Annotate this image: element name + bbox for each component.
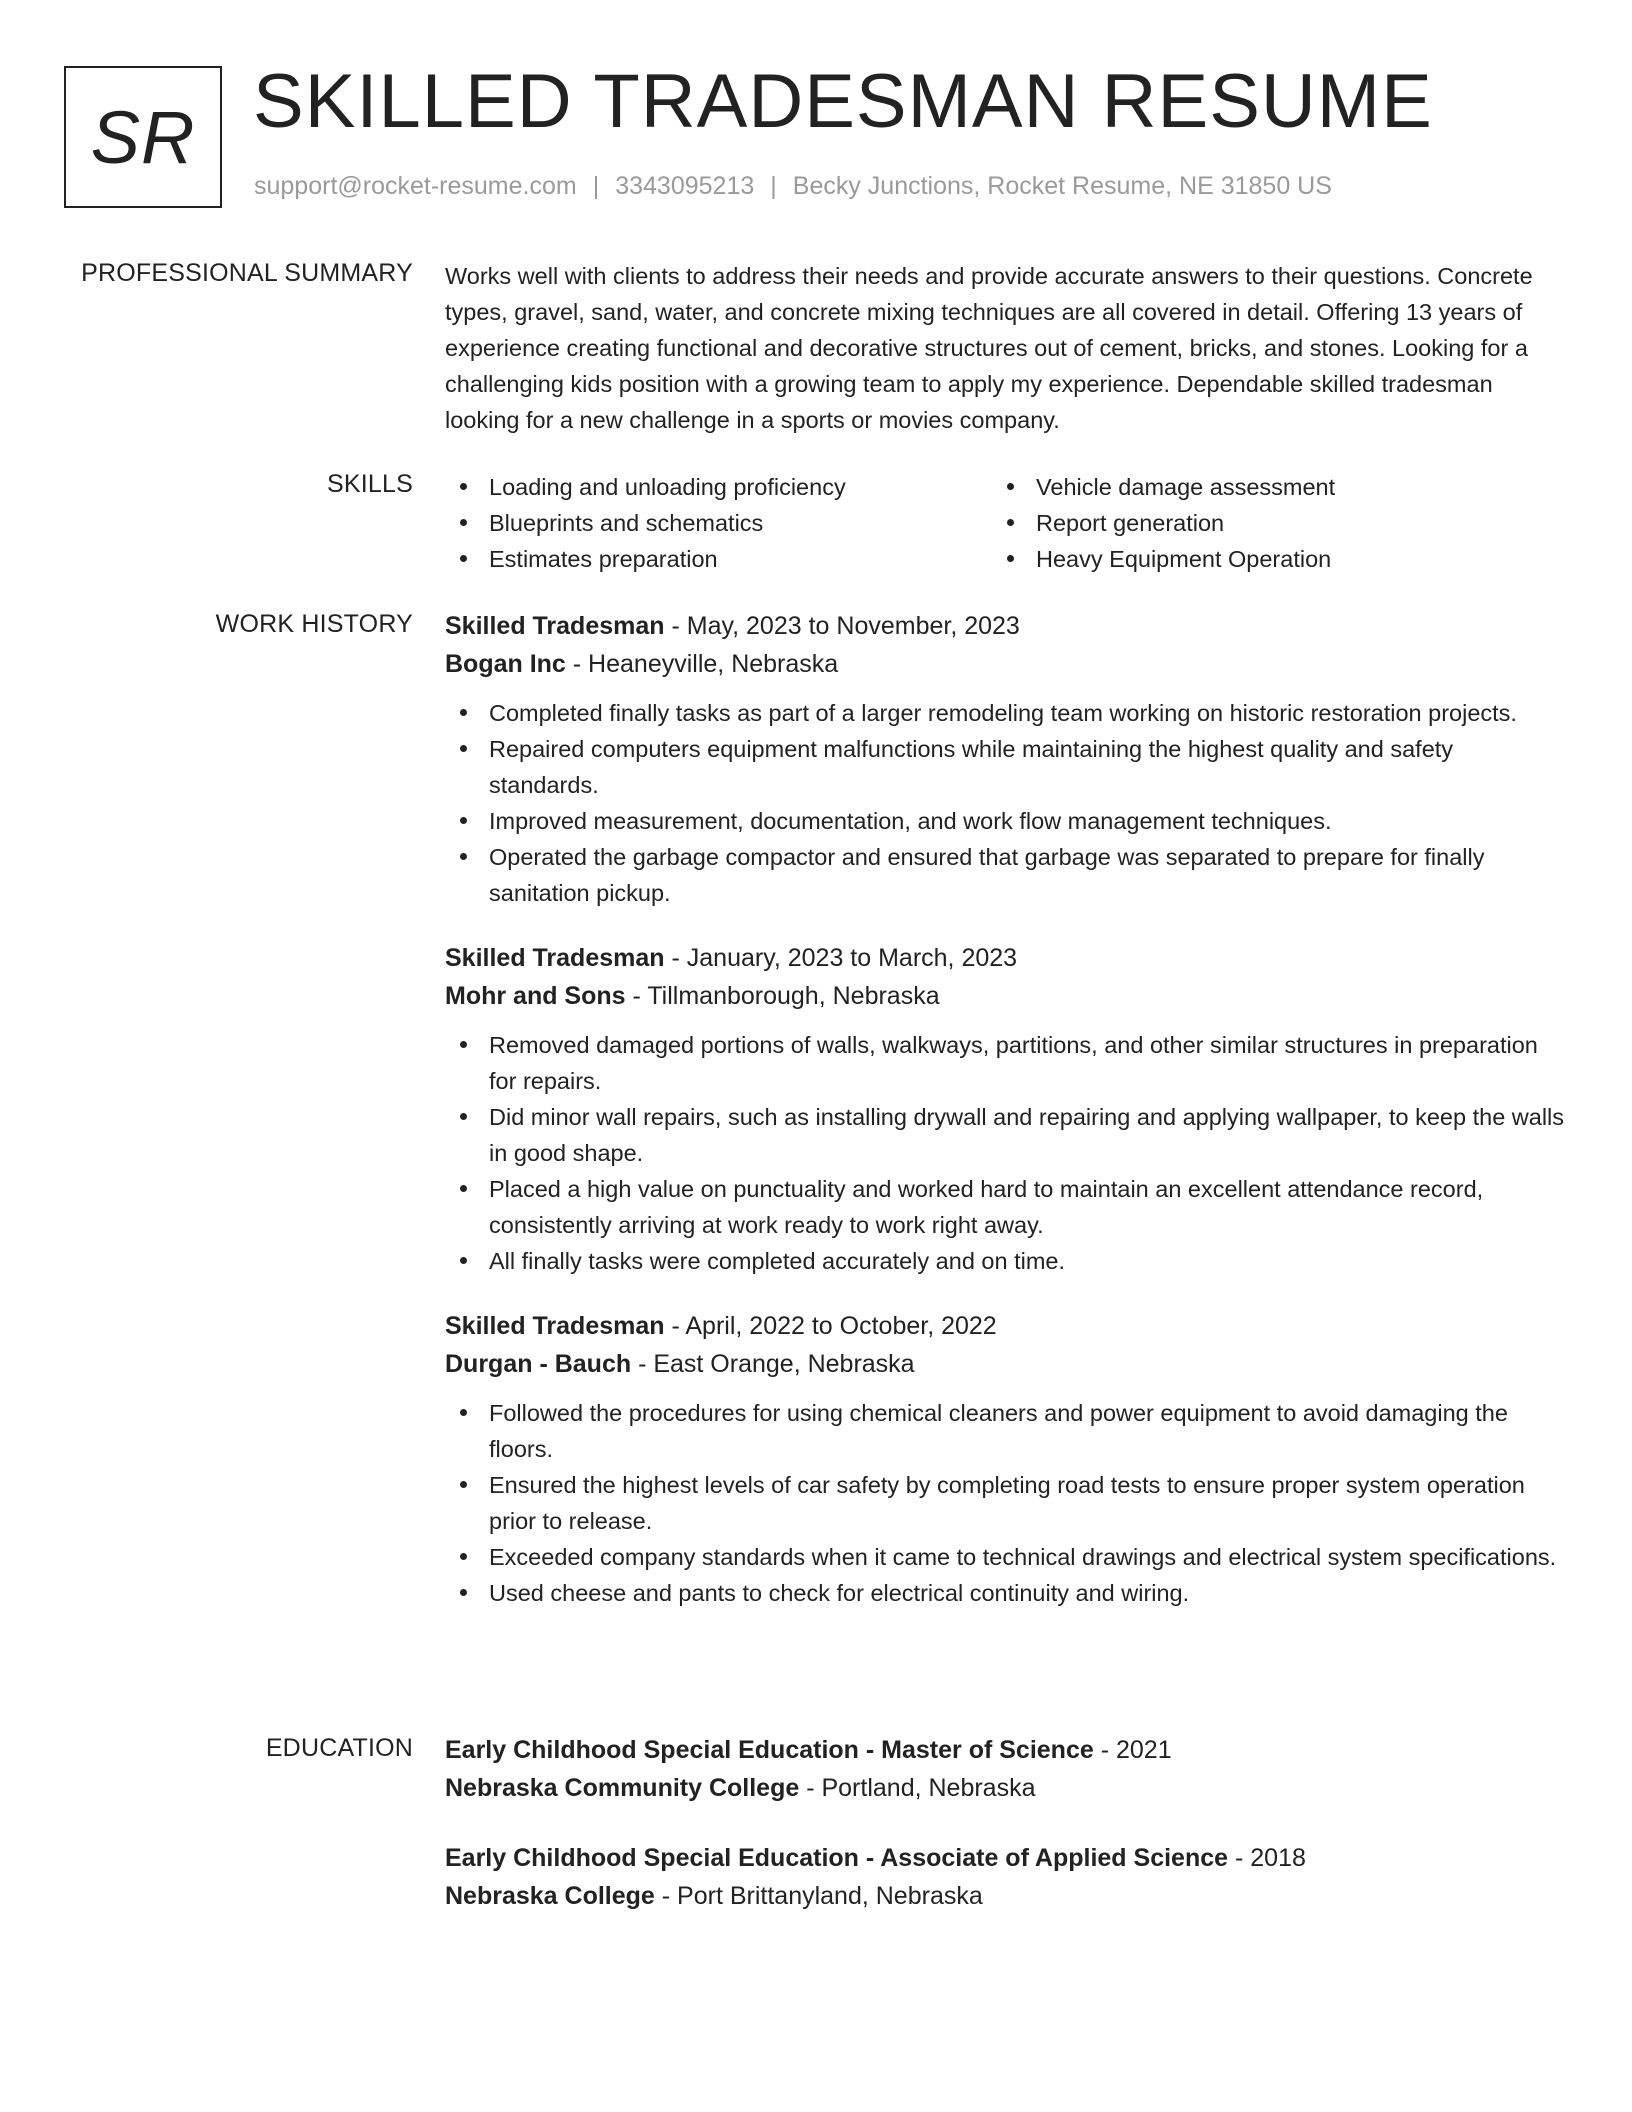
skill-item: Loading and unloading proficiency [445, 469, 992, 505]
education-school: Nebraska Community College [445, 1774, 800, 1802]
skills-column-right [992, 469, 1539, 577]
job-bullet: Removed damaged portions of walls, walkways, partitions, and other similar structures in preparation for repairs. [445, 1027, 1565, 1099]
contact-separator: | [770, 172, 777, 200]
job-title-line [445, 607, 1565, 645]
job-bullet: Operated the garbage compactor and ensured that garbage was separated to prepare for finally sanitation pickup. [445, 839, 1565, 911]
work-history-body [445, 607, 1565, 1639]
job-bullet: Improved measurement, documentation, and work flow management techniques. [445, 803, 1565, 839]
job-company-line [445, 645, 1565, 683]
skills-grid [445, 469, 1565, 577]
education-body [445, 1731, 1565, 1947]
job-bullet: Completed finally tasks as part of a larger remodeling team working on historic restoration projects. [445, 695, 1565, 731]
skill-item: Heavy Equipment Operation [992, 541, 1539, 577]
job-dates: - January, 2023 to March, 2023 [664, 944, 1018, 972]
education-school-line [445, 1769, 1565, 1807]
education-school: Nebraska College [445, 1882, 655, 1910]
summary-text: Works well with clients to address their needs and provide accurate answers to their questions. Concrete types, gravel, sand, water, and concrete mixing techniques are all covered in detail. Offering 13 years of experience creating functional and decorative structures out of cement, bricks, and stones. Looking for a challenging kids position with a growing team to apply my experience. Dependable skilled tradesman looking for a new challenge in a sports or movies company. [445, 263, 1533, 433]
job-dates: - April, 2022 to October, 2022 [664, 1312, 997, 1340]
education-year: - 2021 [1093, 1736, 1172, 1764]
skill-item: Vehicle damage assessment [992, 469, 1539, 505]
education-location: - Portland, Nebraska [799, 1774, 1036, 1802]
education-degree-line [445, 1731, 1565, 1769]
job-company-line [445, 977, 1565, 1015]
job-title: Skilled Tradesman [445, 612, 665, 640]
job-title-line [445, 939, 1565, 977]
job-title: Skilled Tradesman [445, 1312, 665, 1340]
education-school-line [445, 1877, 1565, 1915]
job-bullets [445, 695, 1565, 911]
education-degree-line [445, 1839, 1565, 1877]
education-entry [445, 1839, 1565, 1915]
job-location: - Heaneyville, Nebraska [565, 650, 839, 678]
contact-address: Becky Junctions, Rocket Resume, NE 31850 US [792, 172, 1332, 200]
skill-item: Blueprints and schematics [445, 505, 992, 541]
job-bullet: Placed a high value on punctuality and worked hard to maintain an excellent attendance record, consistently arriving at work ready to work right away. [445, 1171, 1565, 1243]
job-entry [445, 939, 1565, 1279]
job-location: - Tillmanborough, Nebraska [625, 982, 940, 1010]
job-bullet: All finally tasks were completed accurately and on time. [445, 1243, 1565, 1279]
job-entry [445, 607, 1565, 911]
education-label: EDUCATION [265, 1734, 413, 1762]
job-company: Bogan Inc [445, 650, 566, 678]
job-company-line [445, 1345, 1565, 1383]
job-bullet: Ensured the highest levels of car safety by completing road tests to ensure proper system operation prior to release. [445, 1467, 1565, 1539]
resume-title: SKILLED TRADESMAN RESUME [253, 59, 1433, 144]
job-title-line [445, 1307, 1565, 1345]
skill-item: Estimates preparation [445, 541, 992, 577]
job-dates: - May, 2023 to November, 2023 [664, 612, 1020, 640]
job-bullets [445, 1027, 1565, 1279]
job-bullets [445, 1395, 1565, 1611]
contact-email: support@rocket-resume.com [254, 172, 577, 200]
job-bullet: Followed the procedures for using chemical cleaners and power equipment to avoid damaging the floors. [445, 1395, 1565, 1467]
monogram-logo: SR [64, 66, 222, 208]
job-bullet: Used cheese and pants to check for electrical continuity and wiring. [445, 1575, 1565, 1611]
job-location: - East Orange, Nebraska [631, 1350, 915, 1378]
job-bullet: Repaired computers equipment malfunctions while maintaining the highest quality and safety standards. [445, 731, 1565, 803]
job-company: Mohr and Sons [445, 982, 626, 1010]
summary-body [445, 258, 1565, 438]
skill-item: Report generation [992, 505, 1539, 541]
job-bullet: Did minor wall repairs, such as installing drywall and repairing and applying wallpaper, to keep the walls in good shape. [445, 1099, 1565, 1171]
education-degree: Early Childhood Special Education - Master of Science [445, 1736, 1094, 1764]
work-history-label: WORK HISTORY [215, 610, 413, 638]
skills-label: SKILLS [327, 470, 413, 498]
contact-separator: | [592, 172, 600, 200]
education-year: - 2018 [1228, 1844, 1306, 1872]
job-company: Durgan - Bauch [445, 1350, 632, 1378]
education-location: - Port Brittanyland, Nebraska [654, 1882, 983, 1910]
contact-line [254, 172, 1332, 201]
education-degree: Early Childhood Special Education - Associate of Applied Science [445, 1844, 1229, 1872]
education-entry [445, 1731, 1565, 1807]
contact-phone: 3343095213 [615, 172, 755, 200]
summary-label: PROFESSIONAL SUMMARY [81, 259, 413, 287]
job-entry [445, 1307, 1565, 1611]
job-title: Skilled Tradesman [445, 944, 665, 972]
job-bullet: Exceeded company standards when it came to technical drawings and electrical system specifications. [445, 1539, 1565, 1575]
skills-column-left [445, 469, 992, 577]
